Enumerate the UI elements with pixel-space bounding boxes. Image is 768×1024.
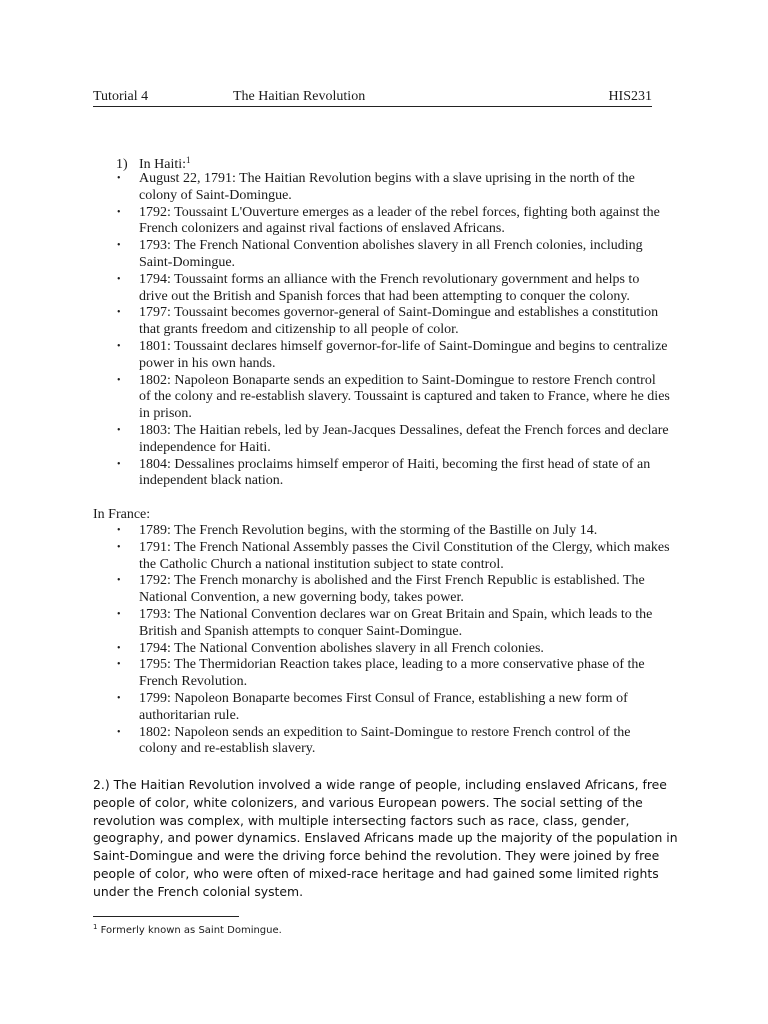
timeline-item	[0, 540, 670, 574]
timeline-item-text: 1802: Napoleon sends an expedition to Saint-Domingue to restore French control of the colony and re-establish slavery.	[139, 724, 631, 757]
timeline-item-text: 1804: Dessalines proclaims himself emperor of Haiti, becoming the first head of state of an independent black nation.	[139, 456, 651, 489]
bullet-icon: •	[117, 525, 121, 536]
timeline-item	[0, 573, 670, 607]
footnote-reference: 1	[186, 155, 191, 165]
header-course-code: HIS231	[608, 89, 652, 104]
france-heading: In France:	[93, 507, 151, 522]
timeline-item	[0, 607, 670, 641]
bullet-icon: •	[117, 424, 121, 436]
france-timeline-list	[0, 523, 670, 758]
timeline-item	[0, 238, 670, 272]
header-course-tutorial: Tutorial 4	[93, 89, 149, 104]
timeline-item	[0, 305, 670, 339]
timeline-item-text: 1802: Napoleon Bonaparte sends an expedition to Saint-Domingue to restore French control of the colony and re-establish slavery. Toussaint is captured and taken to France, where he dies in prison.	[139, 372, 670, 422]
bullet-icon: •	[117, 575, 121, 587]
bullet-icon: •	[117, 659, 121, 671]
timeline-item-text: 1793: The National Convention declares war on Great Britain and Spain, which leads to the British and Spanish attempts to conquer Saint-Domingue.	[139, 606, 653, 639]
timeline-item	[0, 171, 670, 205]
section-heading-text: In Haiti:	[139, 157, 187, 172]
footnote	[93, 921, 282, 937]
timeline-item	[0, 205, 670, 239]
section-2-paragraph: 2.) The Haitian Revolution involved a wide range of people, including enslaved Africans, free people of color, white colonizers, and various European powers. The social setting of the revolution was complex, with multiple intersecting factors such as race, class, gender, geography, and power dynamics. Enslaved Africans made up the majority of the population in Saint-Domingue and were the driving force behind the revolution. They were joined by free people of color, who were often of mixed-race heritage and had gained some limited rights under the French colonial system.	[93, 777, 678, 899]
timeline-item-text: 1792: Toussaint L'Ouverture emerges as a leader of the rebel forces, fighting both against the French colonizers and against rival factions of enslaved Africans.	[139, 204, 660, 237]
footnote-mark: 1	[93, 923, 98, 931]
section-1-heading	[116, 152, 191, 173]
bullet-icon: •	[117, 608, 121, 620]
timeline-item	[0, 373, 670, 423]
bullet-icon: •	[117, 541, 121, 553]
bullet-icon: •	[117, 458, 121, 470]
timeline-item	[0, 725, 670, 759]
bullet-icon: •	[117, 206, 121, 218]
bullet-icon: •	[117, 307, 121, 319]
timeline-item	[0, 641, 670, 658]
timeline-item	[0, 457, 670, 491]
timeline-item-text: 1793: The French National Convention abolishes slavery in all French colonies, including Saint-Domingue.	[139, 238, 643, 270]
section-number: 1)	[116, 157, 128, 172]
timeline-item-text: 1794: Toussaint forms an alliance with the French revolutionary government and helps to drive out the British and Spanish forces that had been attempting to conquer the colony.	[139, 271, 640, 304]
timeline-item-text: 1795: The Thermidorian Reaction takes place, leading to a more conservative phase of the French Revolution.	[139, 657, 645, 690]
bullet-icon: •	[117, 273, 121, 285]
timeline-item-text: 1791: The French National Assembly passes the Civil Constitution of the Clergy, which makes the Catholic Church a national institution subject to state control.	[139, 539, 670, 572]
haiti-timeline-list	[0, 171, 670, 490]
document-header	[93, 88, 652, 107]
bullet-icon: •	[117, 240, 121, 252]
header-title: The Haitian Revolution	[233, 89, 366, 104]
timeline-item-text: 1799: Napoleon Bonaparte becomes First Consul of France, establishing a new form of authoritarian rule.	[139, 690, 628, 723]
timeline-item-text: 1801: Toussaint declares himself governor-for-life of Saint-Domingue and begins to centralize power in his own hands.	[139, 338, 668, 371]
timeline-item-text: 1789: The French Revolution begins, with the storming of the Bastille on July 14.	[139, 523, 598, 538]
bullet-icon: •	[117, 374, 121, 386]
timeline-item-text: 1797: Toussaint becomes governor-general of Saint-Domingue and establishes a constitution that grants freedom and citizenship to all people of color.	[139, 305, 659, 338]
bullet-icon: •	[117, 173, 121, 184]
timeline-item-text: 1803: The Haitian rebels, led by Jean-Jacques Dessalines, defeat the French forces and declare independence for Haiti.	[139, 422, 669, 455]
bullet-icon: •	[117, 726, 121, 738]
bullet-icon: •	[117, 340, 121, 352]
footnote-text: Formerly known as Saint Domingue.	[100, 925, 282, 936]
timeline-item-text: 1794: The National Convention abolishes slavery in all French colonies.	[139, 640, 544, 656]
timeline-item-text: August 22, 1791: The Haitian Revolution begins with a slave uprising in the north of the colony of Saint-Domingue.	[139, 171, 635, 203]
bullet-icon: •	[117, 692, 121, 704]
footnote-separator	[93, 916, 239, 917]
timeline-item-text: 1792: The French monarchy is abolished and the First French Republic is established. The National Convention, a new governing body, takes power.	[139, 573, 645, 606]
timeline-item	[0, 657, 670, 691]
timeline-item	[0, 691, 670, 725]
timeline-item	[0, 523, 670, 540]
timeline-item	[0, 339, 670, 373]
bullet-icon: •	[117, 642, 121, 654]
timeline-item	[0, 272, 670, 306]
timeline-item	[0, 423, 670, 457]
